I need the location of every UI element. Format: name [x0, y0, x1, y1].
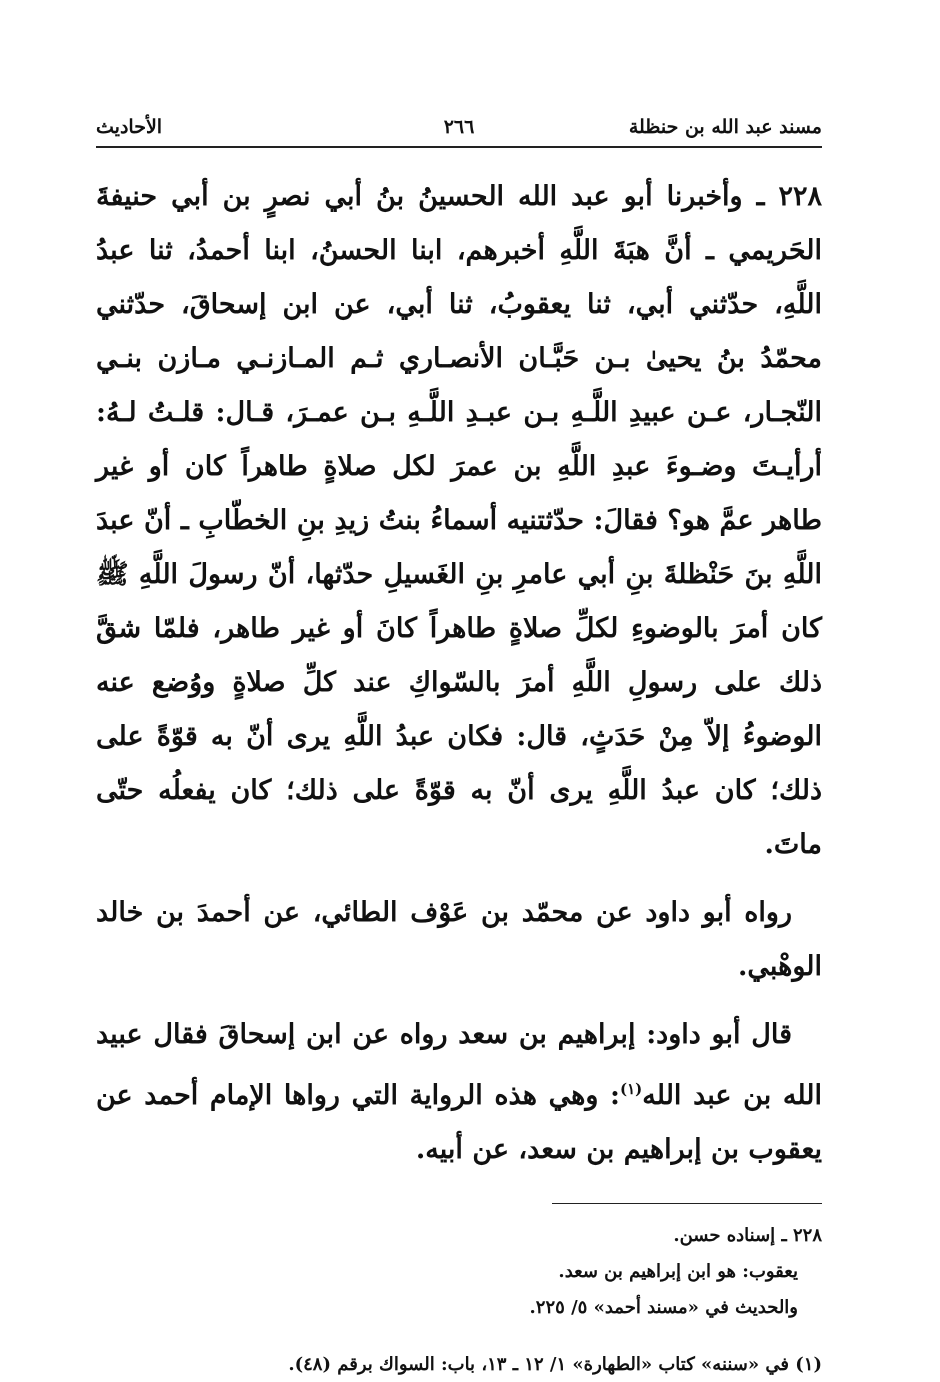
footnote: (١) في «سننه» كتاب «الطهارة» ١/ ١٢ ـ ١٣، باب: السواك برقم (٤٨).: [288, 1354, 822, 1375]
note-line: ٢٢٨ ـ إسناده حسن.: [673, 1225, 822, 1246]
editor-notes: [96, 1218, 822, 1326]
running-header: [96, 110, 822, 148]
footnote-reference[interactable]: (١): [620, 1080, 643, 1098]
header-section-title: مسند عبد الله بن حنظلة: [628, 116, 822, 138]
commentary-text-part-2: : وهي هذه الرواية التي رواها الإمام أحمد عن يعقوب بن إبراهيم بن سعد، عن أبيه.: [96, 1080, 822, 1165]
footnote-divider: [552, 1203, 822, 1204]
narration-paragraph: رواه أبو داود عن محمّد بن عَوْف الطائي، عن أحمدَ بن خالد الوهْبي.: [96, 897, 822, 982]
note-line: والحديث في «مسند أحمد» ٥/ ٢٢٥.: [529, 1297, 798, 1318]
book-page: [96, 110, 823, 1375]
hadith-paragraph: ٢٢٨ ـ وأخبرنا أبو عبد الله الحسينُ بنُ أبي نصرٍ بن أبي حنيفةَ الحَريمي ـ أنَّ هبَةَ اللَّهِ أخبرهم، ابنا الحسنُ، ابنا أحمدُ، ثنا عبدُ اللَّهِ، حدّثني أبي، ثنا يعقوبُ، ثنا أبي، عن ابن إسحاقَ، حدّثني محمّدُ بنُ يحيىٰ بـن حَبَّـان الأنصـاري ثـم المـازنـي مـازن بنـي النّجـار، عـن عبيدِ اللَّـهِ بـن عبـدِ اللَّـهِ بـن عمـرَ، قـال: قلـتُ لـهُ: أرأيـتَ وضـوءَ عبدِ اللَّهِ بن عمرَ لكل صلاةٍ طاهراً كان أو غير طاهر عمَّ هو؟ فقالَ: حدّثتنيه أسماءُ بنتُ زيدِ بنِ الخطّابِ ـ أنّ عبدَ اللَّهِ بنَ حَنْظلةَ بنِ أبي عامرِ بنِ الغَسيلِ حدّثها، أنّ رسولَ اللَّهِ ﷺ كان أمرَ بالوضوءِ لكلِّ صلاةٍ طاهراً كانَ أو غير طاهر، فلمّا شقَّ ذلك على رسولِ اللَّهِ أمرَ بالسّواكِ عند كلِّ صلاةٍ ووُضع عنه الوضوءُ إلاّ مِنْ حَدَثٍ، قال: فكان عبدُ اللَّهِ يرى أنّ به قوّةً على ذلك؛ كان عبدُ اللَّهِ يرى أنّ به قوّةً على ذلك؛ كان يفعلُه حتّى ماتَ.: [96, 181, 823, 860]
header-chapter-title: الأحاديث: [96, 116, 163, 138]
commentary-paragraph: [96, 1008, 822, 1177]
note-line: يعقوب: هو ابن إبراهيم بن سعد.: [558, 1261, 798, 1282]
page-number: ٢٦٦: [443, 116, 475, 138]
main-text: [96, 170, 822, 1177]
commentary-text-part-1: قال أبو داود: إبراهيم بن سعد رواه عن ابن إسحاقَ فقال عبيد الله بن عبد الله: [96, 1019, 823, 1111]
